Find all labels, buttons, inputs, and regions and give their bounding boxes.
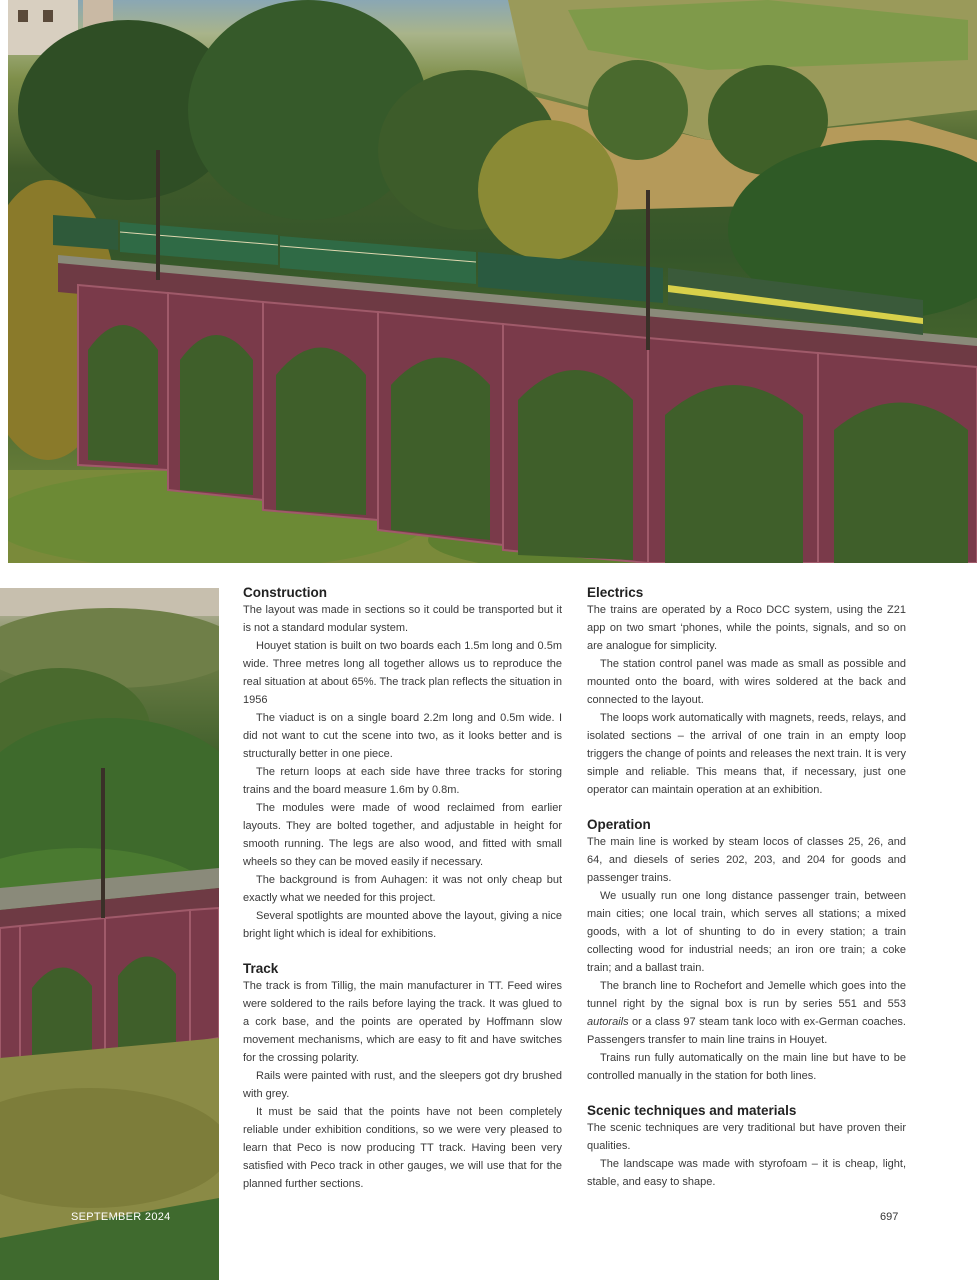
paragraph: The main line is worked by steam locos of classes 25, 26, and 64, and diesels of series 202, 203, and 204 for goods and passenger trains. <box>587 836 906 884</box>
paragraph: We usually run one long distance passenger train, between main cities; one local train, which serves all stations; a mixed goods, with a lot of shunting to do in every station; a train collecting wood for industrial needs; an iron ore train; a coke train; and a ballast train. <box>587 890 906 974</box>
paragraph: The trains are operated by a Roco DCC system, using the Z21 app on two smart ‘phones, while the points, signals, and so on are analogue for simplicity. <box>587 604 906 652</box>
viaduct-side-illustration <box>0 588 219 1280</box>
paragraph-branch-line <box>587 977 906 1049</box>
section-electrics <box>587 584 906 799</box>
paragraph: The viaduct is on a single board 2.2m long and 0.5m wide. I did not want to cut the scene into two, as it looks better and is structurally better in one piece. <box>243 712 562 760</box>
paragraph: The modules were made of wood reclaimed from earlier layouts. They are bolted together, and adjustable in height for smooth running. The legs are also wood, and fitted with small wheels so they can be moved easily if necessary. <box>243 802 562 868</box>
section-scenic <box>587 1102 906 1191</box>
paragraph: Several spotlights are mounted above the layout, giving a nice bright light which is ideal for exhibitions. <box>243 910 562 940</box>
paragraph: The loops work automatically with magnets, reeds, relays, and isolated sections – the arrival of one train in an empty loop triggers the change of points and releases the next train. It is very simple and reliable. This means that, if necessary, just one operator can maintain operation at an exhibition. <box>587 712 906 796</box>
paragraph: It must be said that the points have not been completely reliable under exhibition conditions, so we were very pleased to learn that Peco is now producing TT track. Having been very satisfied with Peco track in other gauges, we will use that for the planned further sections. <box>243 1106 562 1190</box>
paragraph: The scenic techniques are very traditional but have proven their qualities. <box>587 1122 906 1152</box>
paragraph: The landscape was made with styrofoam – it is cheap, light, stable, and easy to shape. <box>587 1158 906 1188</box>
heading-construction: Construction <box>243 585 327 600</box>
section-operation <box>587 816 906 1085</box>
paragraph: Rails were painted with rust, and the sleepers got dry brushed with grey. <box>243 1070 562 1100</box>
paragraph: The station control panel was made as small as possible and mounted onto the board, with wires soldered at the back and connected to the layout. <box>587 658 906 706</box>
heading-operation: Operation <box>587 817 651 832</box>
heading-track: Track <box>243 961 279 976</box>
paragraph: The background is from Auhagen: it was not only cheap but exactly what we needed for this project. <box>243 874 562 904</box>
heading-scenic: Scenic techniques and materials <box>587 1103 797 1118</box>
section-track <box>243 960 562 1193</box>
text-run: or a class 97 steam tank loco with ex-German coaches. Passengers transfer to main line trains in Houyet. <box>587 1016 906 1046</box>
section-construction <box>243 584 562 943</box>
paragraph: The track is from Tillig, the main manufacturer in TT. Feed wires were soldered to the rails before laying the track. It was glued to a cork base, and the points are operated by Hoffmann slow movement mechanisms, which are easy to fit and have switches for the crossing polarity. <box>243 980 562 1064</box>
text-run: The branch line to Rochefort and Jemelle which goes into the tunnel right by the signal box is run by series 551 and 553 <box>587 980 906 1010</box>
photo-viaduct-train <box>8 0 977 563</box>
photo-viaduct-side <box>0 588 219 1280</box>
italic-term: autorails <box>587 1016 629 1028</box>
paragraph: Trains run fully automatically on the main line but have to be controlled manually in the station for both lines. <box>587 1052 906 1082</box>
footer-month: SEPTEMBER 2024 <box>71 1211 171 1223</box>
page-number: 697 <box>880 1211 899 1223</box>
heading-electrics: Electrics <box>587 585 644 600</box>
text-column-right <box>587 584 906 1208</box>
paragraph: The layout was made in sections so it could be transported but it is not a standard modular system. <box>243 604 562 634</box>
viaduct-illustration <box>8 0 977 563</box>
paragraph: Houyet station is built on two boards each 1.5m long and 0.5m wide. Three metres long all together allows us to reproduce the real situation at about 65%. The track plan reflects the situation in 1956 <box>243 640 562 706</box>
text-column-left <box>243 584 562 1210</box>
paragraph: The return loops at each side have three tracks for storing trains and the board measure 1.6m by 0.8m. <box>243 766 562 796</box>
